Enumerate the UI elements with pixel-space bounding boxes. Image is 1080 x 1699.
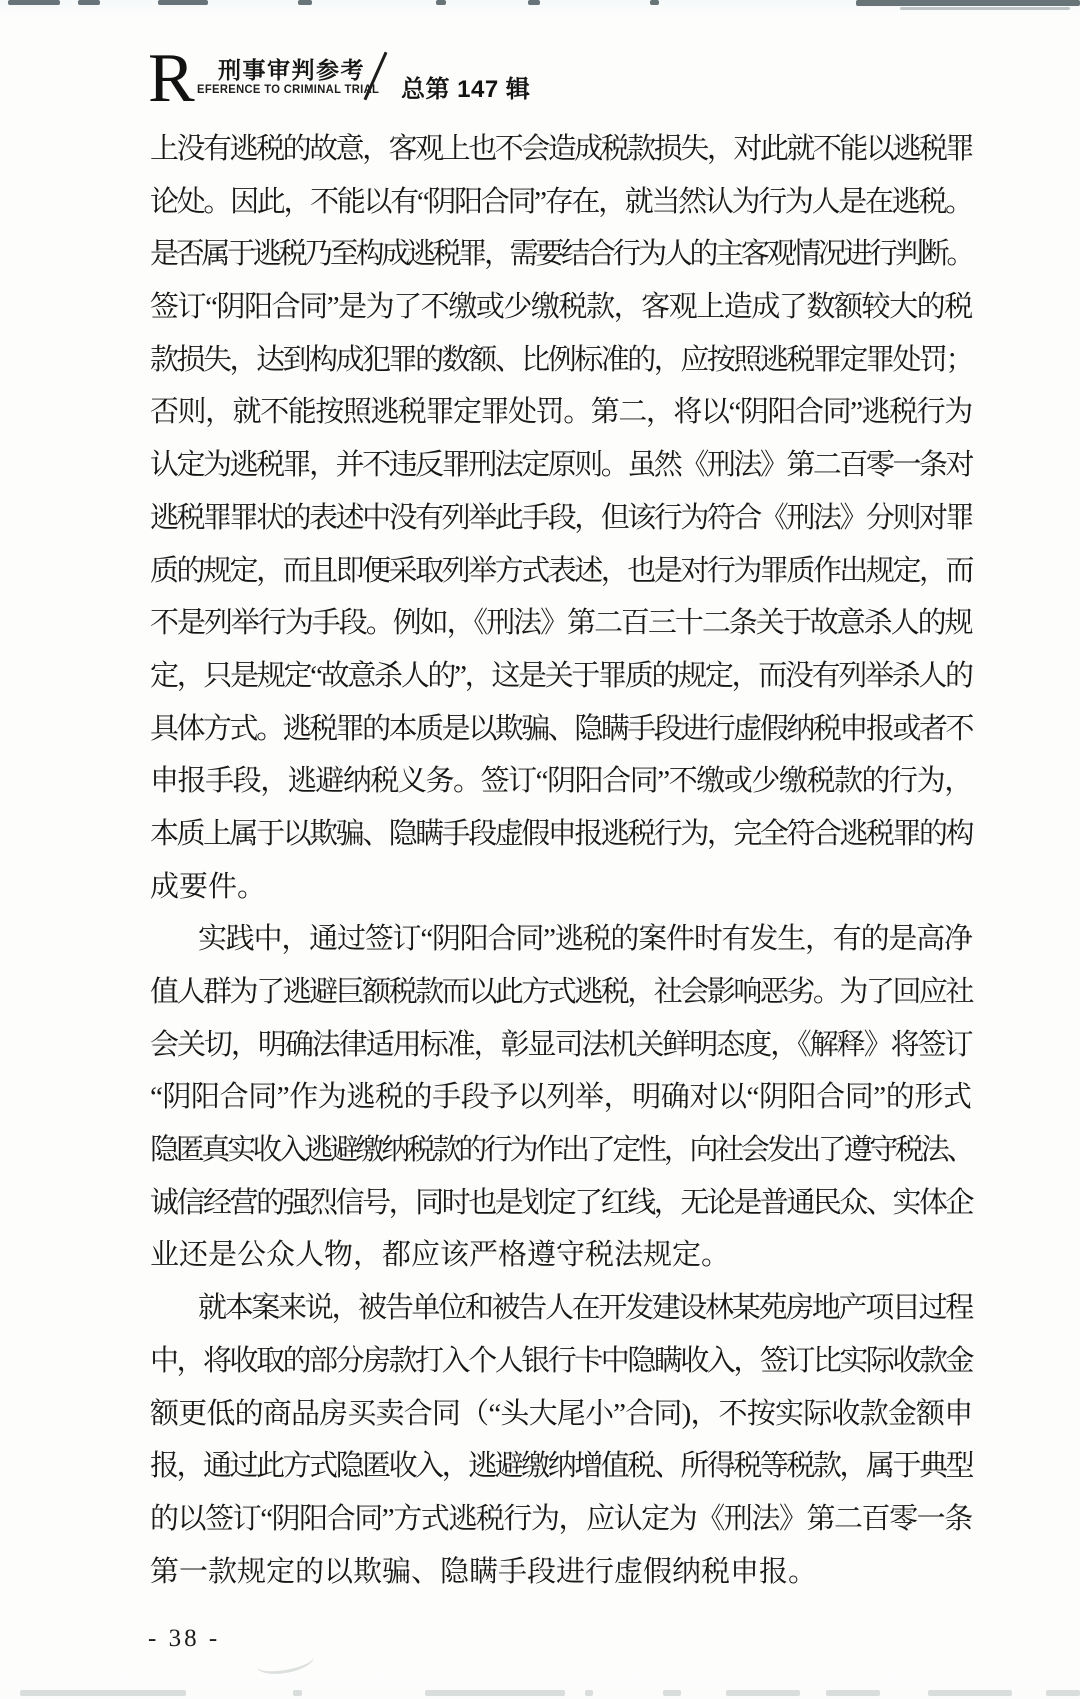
- text-line: 实践中，通过签订“阴阳合同”逃税的案件时有发生，有的是高净: [198, 923, 972, 956]
- text-line: 认定为逃税罪，并不违反罪刑法定原则。虽然《刑法》第二百零一条对: [150, 449, 973, 482]
- text-line: 成要件。: [150, 870, 267, 903]
- text-line: 业还是公众人物，都应该严格遵守税法规定。: [150, 1239, 731, 1272]
- journal-title-cn: 刑事审判参考: [218, 57, 365, 83]
- text-line: 的以签订“阴阳合同”方式逃税行为，应认定为《刑法》第二百零一条: [150, 1502, 972, 1535]
- text-line: 具体方式。逃税罪的本质是以欺骗、隐瞒手段进行虚假纳税申报或者不: [150, 712, 973, 745]
- text-line: 额更低的商品房买卖合同（“头大尾小”合同)，不按实际收款金额申: [150, 1397, 973, 1430]
- text-line: 值人群为了逃避巨额税款而以此方式逃税，社会影响恶劣。为了回应社: [150, 976, 973, 1008]
- journal-logo-letter: R: [148, 40, 195, 117]
- text-line: 款损失，达到构成犯罪的数额、比例标准的，应按照逃税罪定罪处罚；: [150, 343, 973, 376]
- text-line: 质的规定，而且即便采取列举方式表述，也是对行为罪质作出规定，而: [150, 554, 973, 587]
- text-line: 会关切，明确法律适用标准，彰显司法机关鲜明态度，《解释》将签订: [150, 1028, 972, 1061]
- text-line: 否则，就不能按照逃税罪定罪处罚。第二，将以“阴阳合同”逃税行为: [150, 396, 972, 429]
- text-line: 第一款规定的以欺骗、隐瞒手段进行虚假纳税申报。: [150, 1555, 818, 1588]
- scan-smudge: [254, 1645, 315, 1678]
- text-line: 逃税罪罪状的表述中没有列举此手段，但该行为符合《刑法》分则对罪: [150, 501, 973, 534]
- text-line: 本质上属于以欺骗、隐瞒手段虚假申报逃税行为，完全符合逃税罪的构: [150, 817, 973, 850]
- text-line: 论处。因此，不能以有“阴阳合同”存在，就当然认为行为人是在逃税。: [150, 185, 972, 218]
- page-number: - 38 -: [148, 1625, 221, 1652]
- text-line: 报，通过此方式隐匿收入，逃避缴纳增值税、所得税等税款，属于典型: [150, 1450, 973, 1483]
- text-line: “阴阳合同”作为逃税的手段予以列举，明确对以“阴阳合同”的形式: [150, 1081, 972, 1114]
- text-line: 上没有逃税的故意，客观上也不会造成税款损失，对此就不能以逃税罪: [150, 133, 973, 165]
- text-line: 定，只是规定“故意杀人的”，这是关于罪质的规定，而没有列举杀人的: [150, 659, 972, 692]
- text-line: 不是列举行为手段。例如，《刑法》第二百三十二条关于故意杀人的规: [150, 607, 972, 640]
- text-line: 是否属于逃税乃至构成逃税罪，需要结合行为人的主客观情况进行判断。: [150, 238, 973, 271]
- text-line: 隐匿真实收入逃避缴纳税款的行为作出了定性，向社会发出了遵守税法、: [150, 1134, 973, 1167]
- text-line: 中，将收取的部分房款打入个人银行卡中隐瞒收入，签订比实际收款金: [150, 1344, 973, 1377]
- text-line: 签订“阴阳合同”是为了不缴或少缴税款，客观上造成了数额较大的税: [150, 291, 972, 324]
- volume-label: 总第 147 辑: [401, 76, 531, 103]
- text-line: 就本案来说，被告单位和被告人在开发建设林某苑房地产项目过程: [198, 1292, 973, 1325]
- text-line: 申报手段，逃避纳税义务。签订“阴阳合同”不缴或少缴税款的行为，: [150, 765, 972, 798]
- journal-title-en: EFERENCE TO CRIMINAL TRIAL: [197, 82, 380, 96]
- body-text: [150, 123, 972, 1598]
- text-line: 诚信经营的强烈信号，同时也是划定了红线，无论是普通民众、实体企: [150, 1186, 973, 1219]
